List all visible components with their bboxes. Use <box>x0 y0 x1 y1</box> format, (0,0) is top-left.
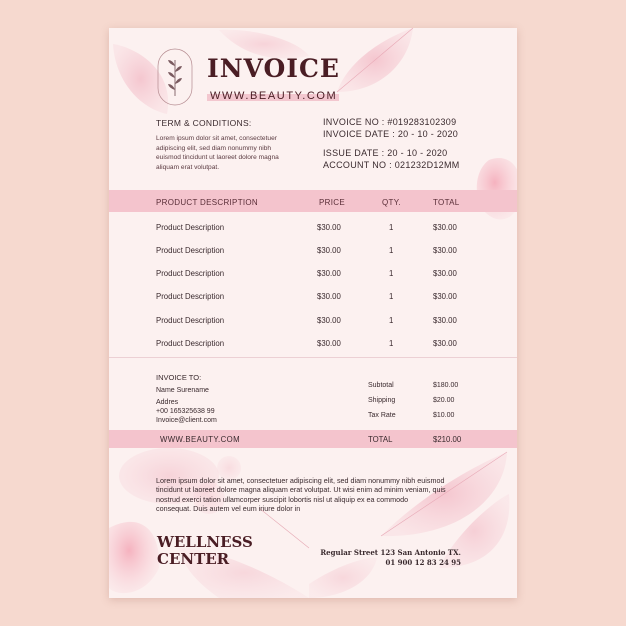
issue-date: ISSUE DATE : 20 - 10 - 2020 <box>323 148 448 158</box>
invoice-title: INVOICE <box>207 54 340 83</box>
terms-body <box>156 134 306 172</box>
row-total: $30.00 <box>433 292 457 301</box>
footer-phone: 01 900 12 83 24 95 <box>385 558 461 567</box>
brand-name <box>157 534 253 568</box>
row-total: $30.00 <box>433 223 457 232</box>
footer-line: tincidunt ut laoreet dolore magna aliquam erat volutpat. Ut wisi enim ad minim veniam, quis <box>156 485 446 495</box>
terms-line: Lorem ipsum dolor sit amet, consectetuer <box>156 135 277 142</box>
terms-heading: TERM & CONDITIONS: <box>156 118 252 128</box>
client-address: Addres <box>156 399 179 406</box>
footer-paragraph <box>156 476 464 514</box>
footer-line: consequat. Duis autem vel eum iriure dolor in <box>156 504 301 514</box>
invoice-sheet <box>109 28 517 598</box>
row-total: $30.00 <box>433 316 457 325</box>
terms-line: aliquam erat volutpat. <box>156 163 220 171</box>
row-qty: 1 <box>389 269 394 278</box>
row-price: $30.00 <box>317 246 341 255</box>
row-description: Product Description <box>156 269 225 278</box>
brand-line: CENTER <box>157 550 230 568</box>
tax-label: Tax Rate <box>368 412 396 419</box>
invoice-date: INVOICE DATE : 20 - 10 - 2020 <box>323 129 459 139</box>
row-price: $30.00 <box>317 223 341 232</box>
header-price: PRICE <box>319 198 345 207</box>
subtotal-value: $180.00 <box>433 382 459 389</box>
brand-line: WELLNESS <box>157 533 253 551</box>
row-qty: 1 <box>389 339 394 348</box>
row-total: $30.00 <box>433 269 457 278</box>
row-price: $30.00 <box>317 269 341 278</box>
leaf-sprig-icon <box>157 48 193 106</box>
client-name: Name Surename <box>156 387 209 394</box>
row-description: Product Description <box>156 339 225 348</box>
row-price: $30.00 <box>317 339 341 348</box>
client-email: Invoice@client.com <box>156 417 217 424</box>
row-qty: 1 <box>389 246 394 255</box>
footer-line: Lorem ipsum dolor sit amet, consectetuer adipiscing elit, sed diam nonummy nibh euismod <box>156 476 445 485</box>
shipping-label: Shipping <box>368 397 396 404</box>
row-qty: 1 <box>389 223 394 232</box>
footer-address: Regular Street 123 San Antonio TX. <box>320 548 461 557</box>
table-divider <box>109 357 517 358</box>
shipping-value: $20.00 <box>433 397 455 404</box>
total-bar-website: WWW.BEAUTY.COM <box>160 435 240 444</box>
terms-line: euismod tincidunt ut laoreet dolore magna <box>156 154 279 161</box>
client-phone: +00 165325638 99 <box>156 408 215 415</box>
header-description: PRODUCT DESCRIPTION <box>156 198 259 207</box>
total-value: $210.00 <box>433 435 462 444</box>
header-website: WWW.BEAUTY.COM <box>210 90 338 102</box>
invoice-number: INVOICE NO : #019283102309 <box>323 117 457 127</box>
row-description: Product Description <box>156 316 225 325</box>
row-qty: 1 <box>389 292 394 301</box>
tax-value: $10.00 <box>433 412 455 419</box>
footer-line: nostrud exerci tation ullamcorper suscipit lobortis nisl ut aliquip ex ea commodo <box>156 494 409 504</box>
row-description: Product Description <box>156 246 225 255</box>
row-qty: 1 <box>389 316 394 325</box>
invoice-to-heading: INVOICE TO: <box>156 373 202 382</box>
terms-line: adipiscing elit, sed diam nonummy nibh <box>156 144 272 152</box>
row-total: $30.00 <box>433 246 457 255</box>
total-label: TOTAL <box>368 435 393 444</box>
header-qty: QTY. <box>382 198 401 207</box>
row-price: $30.00 <box>317 292 341 301</box>
row-description: Product Description <box>156 292 225 301</box>
account-number: ACCOUNT NO : 021232D12MM <box>323 160 460 170</box>
subtotal-label: Subtotal <box>368 382 394 389</box>
header-total: TOTAL <box>433 198 460 207</box>
row-description: Product Description <box>156 223 225 232</box>
row-total: $30.00 <box>433 339 457 348</box>
row-price: $30.00 <box>317 316 341 325</box>
